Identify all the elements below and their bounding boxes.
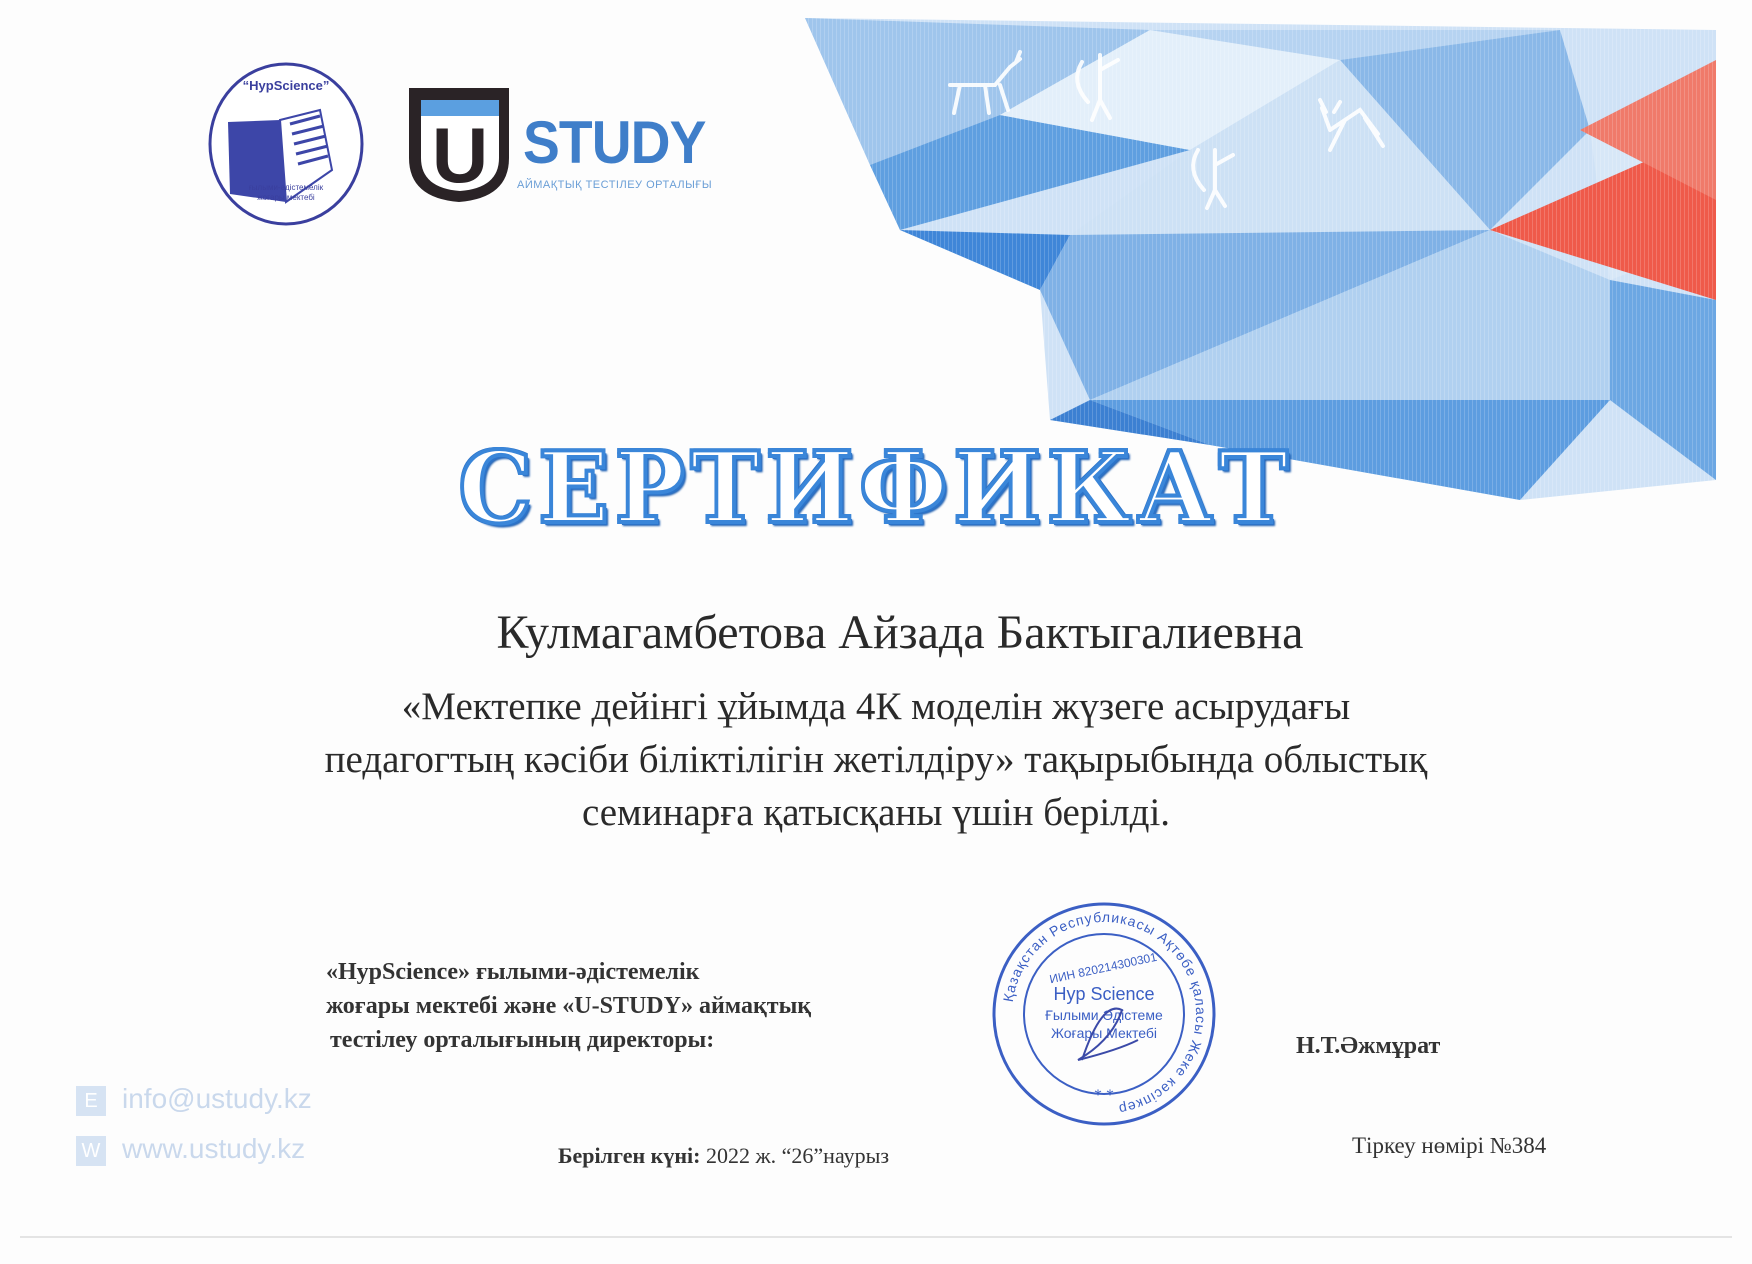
svg-text:* *: * * [1094, 1087, 1114, 1104]
description-line: «Мектепке дейінгі ұйымда 4К моделін жүзеге асырудағы [401, 685, 1351, 728]
stamp-ring-text: Қазақстан Республикасы Ақтөбе қаласы Жеке кәсіпкер [999, 908, 1210, 1118]
contact-web [76, 1133, 305, 1166]
email-icon: E [76, 1086, 106, 1116]
web-icon: W [76, 1136, 106, 1166]
ustudy-logo [405, 86, 725, 204]
web-text: www.ustudy.kz [122, 1133, 306, 1164]
contact-email [76, 1083, 312, 1116]
signer-line: тестілеу орталығының директоры: [330, 1027, 715, 1053]
hyp-bottom-text-2: жоғары мектебі [257, 193, 315, 202]
recipient-name: Кулмагамбетова Айзада Бактыгалиевна [496, 606, 1304, 659]
stamp-line-2: Ғылыми Әдістеме [1045, 1007, 1163, 1023]
hyp-bottom-text-1: ғылыми-әдістемелік [248, 183, 324, 192]
official-stamp [990, 900, 1218, 1128]
issue-date-label: Берілген күні: [558, 1143, 701, 1168]
signer-line: «HypScience» ғылыми-әдістемелік [326, 959, 700, 985]
stamp-line-1: Hyp Science [1053, 984, 1155, 1004]
ustudy-letter: U [431, 111, 489, 199]
ustudy-word: STUDY [523, 109, 706, 176]
description-line: педагогтың кәсіби біліктілігін жетілдіру» тақырыбында облыстық [324, 738, 1428, 781]
stamp-line-3: Жоғары Мектебі [1050, 1025, 1158, 1041]
bottom-divider [20, 1236, 1732, 1238]
description-line: семинарға қатысқаны үшін берілді. [581, 791, 1171, 834]
signer-name: Н.Т.Әжмұрат [1296, 1033, 1441, 1059]
hyp-top-text: “HypScience” [242, 78, 330, 93]
signer-title [326, 955, 926, 1057]
email-text: info@ustudy.kz [122, 1083, 312, 1114]
certificate-title: СЕРТИФИКАТ [458, 431, 1294, 546]
issue-date [558, 1143, 889, 1169]
signer-line: жоғары мектебі және «U-STUDY» аймақтық [326, 993, 812, 1019]
registration-number: Тіркеу нөмірі №384 [1352, 1133, 1547, 1158]
hypscience-logo [206, 60, 366, 228]
issue-date-value: 2022 ж. “26”наурыз [705, 1143, 890, 1168]
stamp-iin: ИИН 820214300301 [1048, 949, 1159, 987]
certificate-description [226, 680, 1526, 839]
ustudy-subtitle: АЙМАҚТЫҚ ТЕСТІЛЕУ ОРТАЛЫҒЫ [517, 179, 713, 191]
